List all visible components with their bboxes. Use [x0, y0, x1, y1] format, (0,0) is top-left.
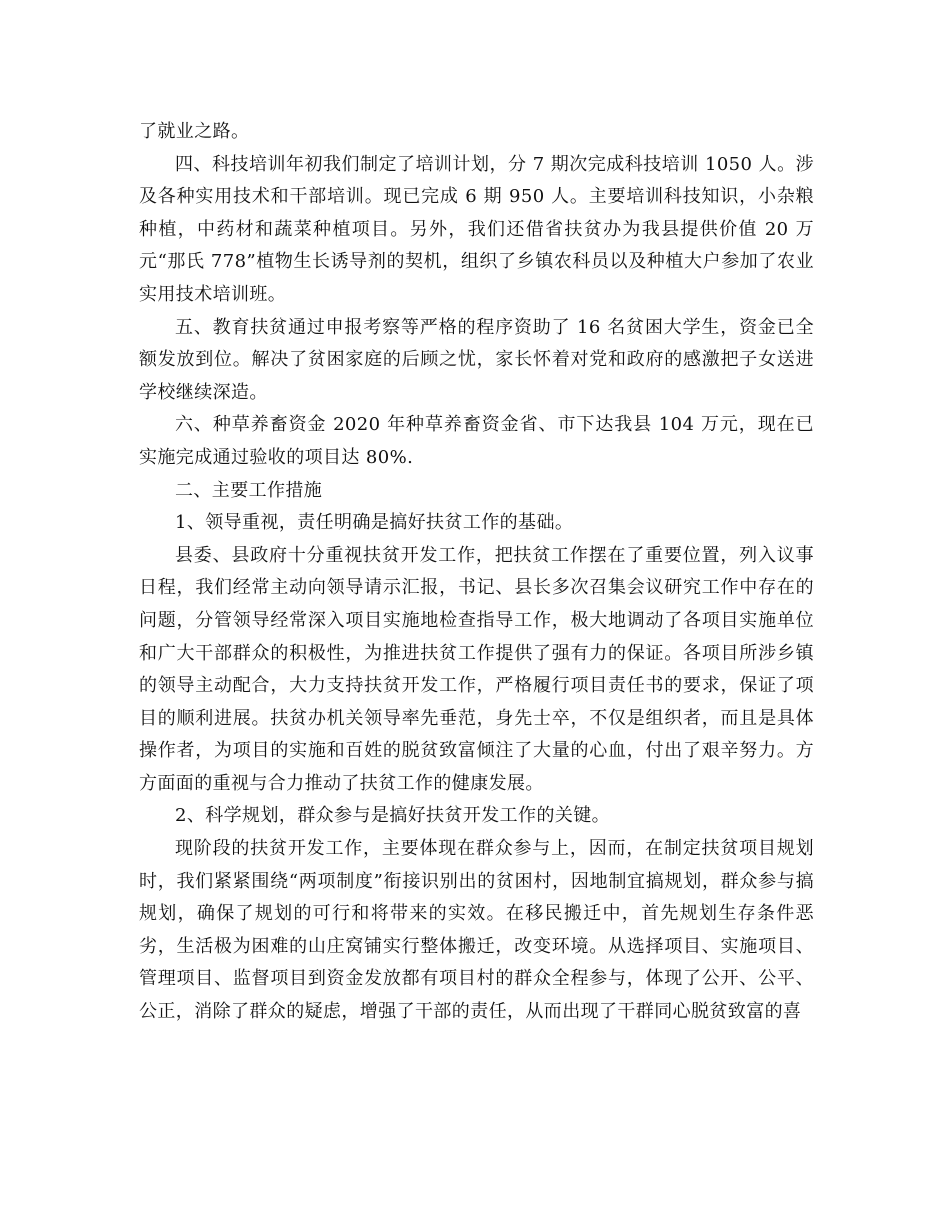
- section-heading-main-measures: 二、主要工作措施: [175, 479, 323, 501]
- subheading-leadership: 1、领导重视，责任明确是搞好扶贫工作的基础。: [175, 512, 574, 534]
- paragraph-leadership: 县委、县政府十分重视扶贫开发工作，把扶贫工作摆在了重要位置，列入议事日程，我们经常主动向领导请示汇报，书记、县长多次召集会议研究工作中存在的问题，分管领导经常深入项目实施地检查指导工作，极大地调动了各项目实施单位和广大干部群众的积极性，为推进扶贫工作提供了强有力的保证。各项目所涉乡镇的领导主动配合，大力支持扶贫开发工作，严格履行项目责任书的要求，保证了项目的顺利进展。扶贫办机关领导率先垂范，身先士卒，不仅是组织者，而且是具体操作者，为项目的实施和百姓的脱贫致富倾注了大量的心血，付出了艰辛努力。方方面面的重视与合力推动了扶贫工作的健康发展。: [139, 544, 814, 794]
- paragraph-planning: 现阶段的扶贫开发工作，主要体现在群众参与上，因而，在制定扶贫项目规划时，我们紧紧围绕“两项制度”衔接识别出的贫困村，因地制宜搞规划，群众参与搞规划，确保了规划的可行和将带来的实效。在移民搬迁中，首先规划生存条件恶劣，生活极为困难的山庄窝铺实行整体搬迁，改变环境。从选择项目、实施项目、管理项目、监督项目到资金发放都有项目村的群众全程参与，体现了公开、公平、公正，消除了群众的疑虑，增强了干部的责任，从而出现了干群同心脱贫致富的喜: [139, 838, 814, 1023]
- paragraph-grass-livestock: 六、种草养畜资金 2020 年种草养畜资金省、市下达我县 104 万元，现在已实施完成通过验收的项目达 80%.: [139, 414, 814, 468]
- paragraph-continuation: 了就业之路。: [139, 121, 250, 142]
- document-body: [139, 116, 814, 1029]
- paragraph-tech-training: 四、科技培训年初我们制定了培训计划，分 7 期次完成科技培训 1050 人。涉及各种实用技术和干部培训。现已完成 6 期 950 人。主要培训科技知识，小杂粮种植，中药材和蔬菜种植项目。另外，我们还借省扶贫办为我县提供价值 20 万元“那氏 778”植物生长诱导剂的契机，组织了乡镇农科员以及种植大户参加了农业实用技术培训班。: [139, 153, 814, 305]
- paragraph-education-aid: 五、教育扶贫通过申报考察等严格的程序资助了 16 名贫困大学生，资金已全额发放到位。解决了贫困家庭的后顾之忧，家长怀着对党和政府的感激把子女送进学校继续深造。: [139, 316, 814, 403]
- subheading-planning: 2、科学规划，群众参与是搞好扶贫开发工作的关键。: [175, 805, 611, 827]
